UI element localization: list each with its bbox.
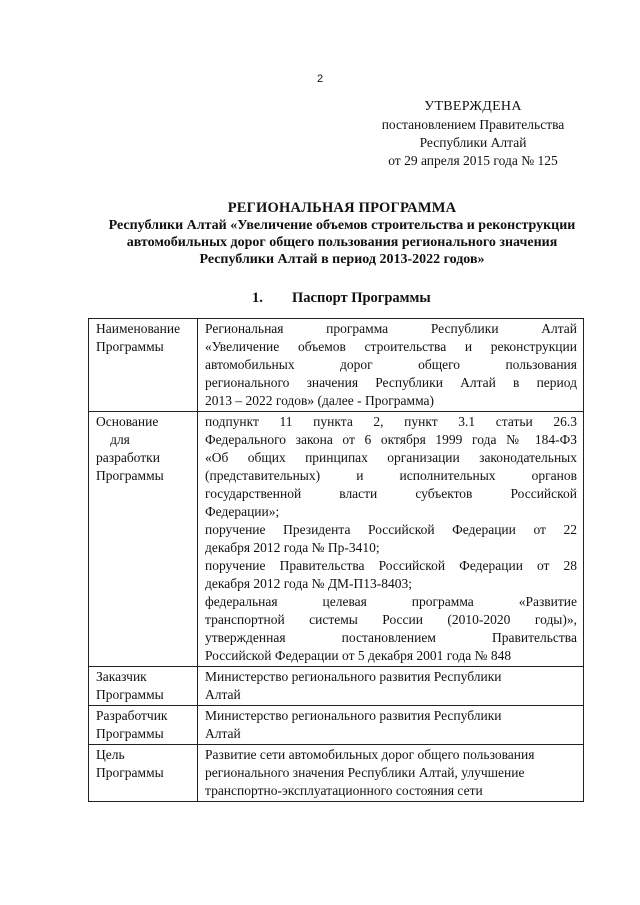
row-content-line: Региональная программа Республики Алтай [205, 321, 577, 336]
row-content-line: (представительных) и исполнительных органов [205, 468, 577, 483]
row-label [89, 667, 198, 706]
approval-stamp [360, 98, 586, 170]
title-line: Республики Алтай в период 2013-2022 годов» [199, 252, 485, 267]
row-content-line: федеральная целевая программа «Развитие [205, 594, 577, 609]
row-content [198, 412, 584, 667]
table-row [89, 319, 584, 412]
passport-table [88, 318, 584, 802]
row-label-line: для [110, 432, 130, 447]
row-label-line: Программы [96, 339, 164, 354]
row-content-line: «Увеличение объемов строительства и реконструкции [205, 339, 577, 354]
row-content-line: декабря 2012 года № ДМ-П13-8403; [205, 576, 413, 591]
row-label-line: Наименование [96, 321, 181, 336]
row-label-line: Программы [96, 726, 164, 741]
row-content-line: транспортно-эксплуатационного состояния сети [205, 783, 483, 798]
table-row [89, 412, 584, 667]
row-content-line: Алтай [205, 726, 241, 741]
row-content-line: поручение Правительства Российской Федерации от 28 [205, 558, 577, 573]
row-content [198, 706, 584, 745]
approval-date: от 29 апреля 2015 года № 125 [388, 153, 558, 168]
title-line: Республики Алтай «Увеличение объемов строительства и реконструкции [108, 218, 576, 233]
row-label-line: Разработчик [96, 708, 168, 723]
row-content-line: государственной власти субъектов Российской [205, 486, 577, 501]
document-title [88, 200, 596, 268]
section-number: 1. [252, 290, 263, 306]
table-row [89, 745, 584, 802]
approval-heading: УТВЕРЖДЕНА [424, 99, 522, 114]
row-content-line: Федерации»; [205, 504, 280, 519]
table-row [89, 667, 584, 706]
row-label [89, 745, 198, 802]
section-title: Паспорт Программы [292, 290, 431, 306]
title-line: РЕГИОНАЛЬНАЯ ПРОГРАММА [227, 200, 457, 216]
row-content [198, 667, 584, 706]
table-row [89, 706, 584, 745]
approval-line: Республики Алтай [419, 135, 527, 150]
row-content-line: Развитие сети автомобильных дорог общего пользования [205, 747, 535, 762]
row-content-line: Федерального закона от 6 октября 1999 года № 184-ФЗ [205, 432, 577, 447]
row-content [198, 319, 584, 412]
title-line: автомобильных дорог общего пользования регионального значения [126, 235, 558, 250]
row-content-line: регионального значения Республики Алтай, улучшение [205, 765, 525, 780]
row-label-line: Программы [96, 687, 164, 702]
row-content-line: Министерство регионального развития Республики [205, 708, 502, 723]
row-label [89, 319, 198, 412]
row-label-line: Основание [96, 414, 159, 429]
row-content-line: Алтай [205, 687, 241, 702]
row-content-line: Российской Федерации от 5 декабря 2001 года № 848 [205, 648, 512, 663]
row-label-line: Программы [96, 765, 164, 780]
row-content-line: автомобильных дорог общего пользования [205, 357, 577, 372]
row-label [89, 706, 198, 745]
row-content-line: регионального значения Республики Алтай в период [205, 375, 577, 390]
row-content-line: «Об общих принципах организации законодательных [205, 450, 577, 465]
approval-line: постановлением Правительства [381, 117, 565, 132]
row-label [89, 412, 198, 667]
row-content-line: поручение Президента Российской Федерации от 22 [205, 522, 577, 537]
row-label-line: Программы [96, 468, 164, 483]
row-label-line: Заказчик [96, 669, 147, 684]
row-label-line: разработки [96, 450, 160, 465]
row-content-line: Министерство регионального развития Республики [205, 669, 502, 684]
row-label-line: Цель [96, 747, 125, 762]
row-content [198, 745, 584, 802]
row-content-line: транспортной системы России (2010-2020 годы)», [205, 612, 577, 627]
page-number: 2 [316, 73, 324, 85]
row-content-line: утвержденная постановлением Правительства [205, 630, 577, 645]
row-content-line: 2013 – 2022 годов» (далее - Программа) [205, 393, 435, 408]
row-content-line: декабря 2012 года № Пр-3410; [205, 540, 380, 555]
section-heading [252, 290, 431, 307]
row-content-line: подпункт 11 пункта 2, пункт 3.1 статьи 26.3 [205, 414, 577, 429]
